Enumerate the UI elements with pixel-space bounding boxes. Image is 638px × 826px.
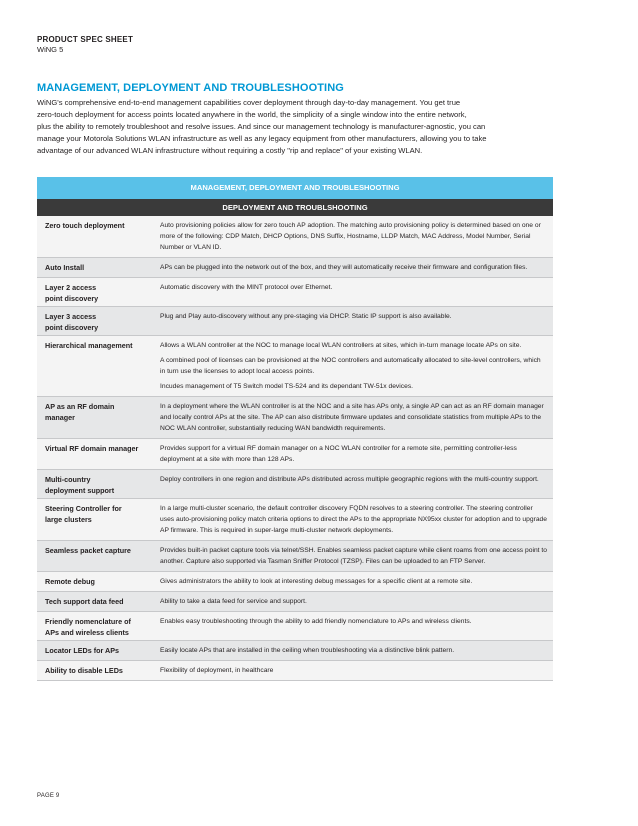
feature-name-line: AP as an RF domain xyxy=(45,402,115,411)
table-row xyxy=(37,499,553,541)
feature-description xyxy=(152,541,553,571)
table-row xyxy=(37,592,553,612)
feature-name-line: Friendly nomenclature of xyxy=(45,617,131,626)
feature-name-line: APs and wireless clients xyxy=(45,628,129,637)
feature-name-line: deployment support xyxy=(45,486,115,495)
feature-description-paragraph: Ability to take a data feed for service and support. xyxy=(160,598,307,605)
feature-description xyxy=(152,592,553,611)
feature-name-line: Auto Install xyxy=(45,263,85,272)
feature-description-paragraph: Gives administrators the ability to look at interesting debug messages for a specific client at a remote site. xyxy=(160,578,473,585)
table-row xyxy=(37,572,553,592)
intro-line: plus the ability to remotely troubleshoot and resolve issues. And since our management technology is manufacturer-agnostic, you can xyxy=(37,122,486,131)
feature-description-paragraph: Enables easy troubleshooting through the ability to add friendly nomenclature to APs and wireless clients. xyxy=(160,618,472,625)
feature-name xyxy=(37,499,152,540)
feature-name-line: large clusters xyxy=(45,515,92,524)
feature-description-paragraph: A combined pool of licenses can be provisioned at the NOC controllers and automatically allocated to site-level controllers, which in turn use the licenses to adopt local access points. xyxy=(160,357,541,375)
section-title: MANAGEMENT, DEPLOYMENT AND TROUBLESHOOTING xyxy=(37,82,344,94)
table-header-sub: DEPLOYMENT AND TROUBLSHOOTING xyxy=(37,199,553,216)
feature-name xyxy=(37,592,152,611)
feature-name xyxy=(37,541,152,571)
feature-description-paragraph: Provides built-in packet capture tools via telnet/SSH. Enables seamless packet capture while client roams from one access point to another. Capture also supported via Tasman Sniffer Protocol (TZSP). Files can be uploaded to an FTP Server. xyxy=(160,547,547,565)
feature-description xyxy=(152,641,553,660)
feature-name-line: manager xyxy=(45,413,75,422)
features-table xyxy=(37,177,553,681)
feature-description xyxy=(152,336,553,396)
feature-description-paragraph: Plug and Play auto-discovery without any pre-staging via DHCP. Static IP support is also available. xyxy=(160,313,452,320)
feature-name-line: Hierarchical management xyxy=(45,341,133,350)
feature-name-line: point discovery xyxy=(45,294,99,303)
feature-description xyxy=(152,216,553,257)
feature-description-paragraph: In a deployment where the WLAN controller is at the NOC and a site has APs only, a single AP can act as an RF domain manager and locally control APs at the site. The AP can also distribute firmware updates and consolidate statistics from multiple APs to the NOC WLAN controller, substantially reducing WAN bandwidth requirements. xyxy=(160,403,544,432)
table-row xyxy=(37,470,553,499)
feature-name-line: Tech support data feed xyxy=(45,597,124,606)
feature-name-line: Steering Controller for xyxy=(45,504,122,513)
feature-name-line: Virtual RF domain manager xyxy=(45,444,139,453)
feature-name xyxy=(37,439,152,469)
feature-name-line: point discovery xyxy=(45,323,99,332)
document-title: PRODUCT SPEC SHEET xyxy=(37,35,134,44)
feature-name xyxy=(37,216,152,257)
feature-description-paragraph: In a large multi-cluster scenario, the default controller discovery FQDN resolves to a steering controller. The steering controller uses auto-provisioning policy match criteria options to direct the APs to the appropriate NX95xx cluster for adoption and to upgrade AP firmware. This is required in super-large multi-cluster network deployments. xyxy=(160,505,547,534)
feature-name-line: Locator LEDs for APs xyxy=(45,646,120,655)
feature-name-line: Ability to disable LEDs xyxy=(45,666,123,675)
feature-description xyxy=(152,307,553,335)
intro-line: manage your Motorola Solutions WLAN infrastructure as well as any legacy equipment from other manufacturers, allowing you to take xyxy=(37,134,487,143)
feature-name-line: Seamless packet capture xyxy=(45,546,131,555)
page-number: PAGE 9 xyxy=(37,793,60,799)
table-row xyxy=(37,612,553,641)
feature-name xyxy=(37,661,152,680)
feature-description xyxy=(152,612,553,640)
feature-description-paragraph: Easily locate APs that are installed in the ceiling when troubleshooting via a distinctive blink pattern. xyxy=(160,647,455,654)
table-row xyxy=(37,216,553,258)
section-intro xyxy=(37,97,603,157)
table-row xyxy=(37,661,553,681)
feature-name xyxy=(37,612,152,640)
feature-description-paragraph: Flexibility of deployment, in healthcare xyxy=(160,667,274,674)
table-header-main: MANAGEMENT, DEPLOYMENT AND TROUBLESHOOTING xyxy=(37,177,553,199)
table-row xyxy=(37,278,553,307)
intro-line: WiNG's comprehensive end-to-end management capabilities cover deployment through day-to-day management. You get true xyxy=(37,98,461,107)
feature-name xyxy=(37,307,152,335)
feature-name xyxy=(37,572,152,591)
feature-description-paragraph: APs can be plugged into the network out of the box, and they will automatically receive their firmware and configuration files. xyxy=(160,264,528,271)
table-body xyxy=(37,216,553,681)
table-row xyxy=(37,641,553,661)
feature-name-line: Layer 3 access xyxy=(45,312,97,321)
feature-name xyxy=(37,470,152,498)
feature-name-line: Zero touch deployment xyxy=(45,221,125,230)
table-row xyxy=(37,336,553,397)
feature-description xyxy=(152,470,553,498)
feature-description-paragraph: Automatic discovery with the MINT protocol over Ethernet. xyxy=(160,284,333,291)
table-row xyxy=(37,397,553,439)
feature-name xyxy=(37,278,152,306)
feature-description-paragraph: Provides support for a virtual RF domain manager on a NOC WLAN controller for a remote site, permitting controller-less deployment at a site with more than 128 APs. xyxy=(160,445,517,463)
feature-name xyxy=(37,258,152,277)
feature-name xyxy=(37,641,152,660)
feature-description-paragraph: Incudes management of T5 Switch model TS-524 and its dependant TW-51x devices. xyxy=(160,383,414,390)
table-row xyxy=(37,258,553,278)
feature-description xyxy=(152,439,553,469)
feature-description xyxy=(152,572,553,591)
table-row xyxy=(37,439,553,470)
document-subtitle: WiNG 5 xyxy=(37,45,64,54)
table-row xyxy=(37,541,553,572)
feature-description xyxy=(152,258,553,277)
feature-description-paragraph: Allows a WLAN controller at the NOC to manage local WLAN controllers at sites, which in-turn manage locate APs on site. xyxy=(160,342,522,349)
intro-line: advantage of our advanced WLAN infrastructure without requiring a costly "rip and replace" of your existing WLAN. xyxy=(37,146,423,155)
feature-description xyxy=(152,397,553,438)
feature-description xyxy=(152,661,553,680)
intro-line: zero-touch deployment for access points located anywhere in the world, the simplicity of a single window into the entire network, xyxy=(37,110,467,119)
feature-description xyxy=(152,278,553,306)
feature-name-line: Multi-country xyxy=(45,475,91,484)
feature-name-line: Remote debug xyxy=(45,577,95,586)
feature-name xyxy=(37,336,152,396)
feature-name-line: Layer 2 access xyxy=(45,283,97,292)
table-row xyxy=(37,307,553,336)
feature-name xyxy=(37,397,152,438)
feature-description-paragraph: Auto provisioning policies allow for zero touch AP adoption. The matching auto provisioning policy is determined based on one or more of the following: CDP Match, DHCP Options, DNS Suffix, Hostname, LLDP Match, MAC Address, Model Number, Serial Number or VLAN ID. xyxy=(160,222,541,251)
feature-description xyxy=(152,499,553,540)
feature-description-paragraph: Deploy controllers in one region and distribute APs distributed across multiple geographic regions with the multi-country support. xyxy=(160,476,539,483)
